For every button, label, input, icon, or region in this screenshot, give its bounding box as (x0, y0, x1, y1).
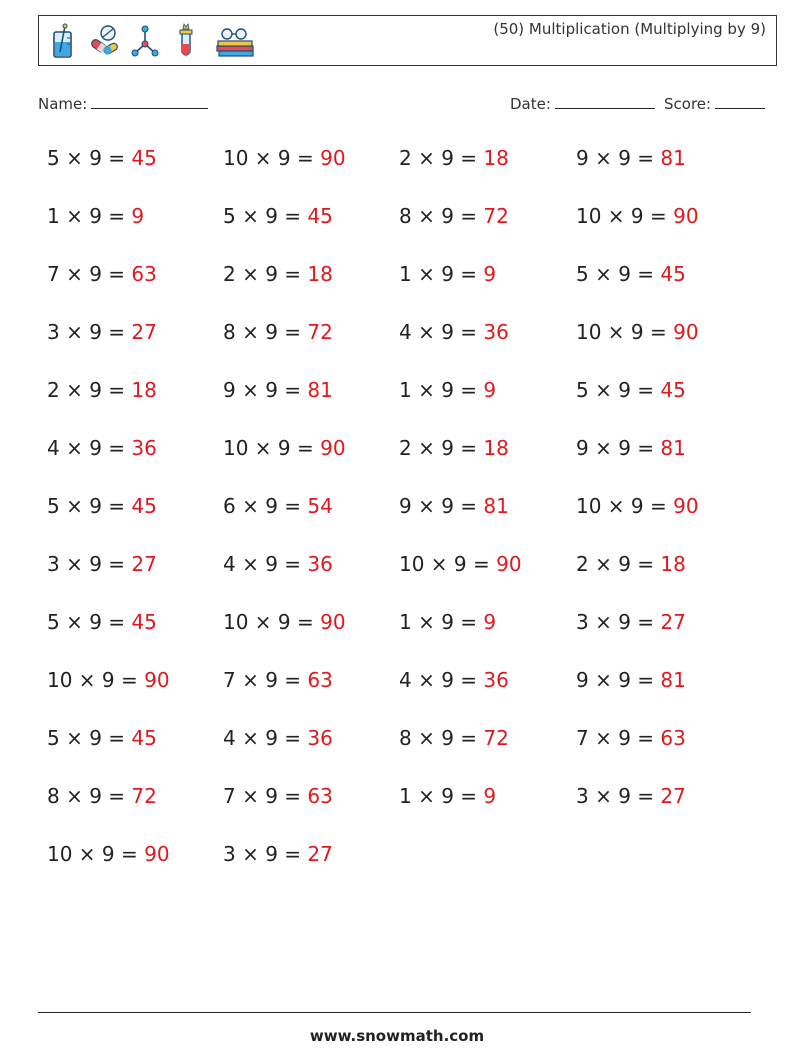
date-blank[interactable] (555, 93, 655, 109)
problem-item (223, 320, 333, 344)
problem-item (47, 784, 157, 808)
problem-item (576, 726, 686, 750)
problem-question: 9 × 9 = (576, 668, 655, 692)
problem-question: 1 × 9 = (399, 378, 478, 402)
problem-answer: 72 (483, 726, 509, 750)
problem-question: 10 × 9 = (223, 436, 314, 460)
problem-answer: 18 (483, 436, 509, 460)
problem-item (223, 436, 346, 460)
problem-answer: 9 (483, 784, 497, 808)
problem-answer: 27 (131, 552, 157, 576)
problem-item (576, 784, 686, 808)
date-label: Date: (510, 95, 551, 113)
problem-question: 6 × 9 = (223, 494, 302, 518)
problem-question: 8 × 9 = (223, 320, 302, 344)
problem-answer: 90 (320, 146, 346, 170)
problem-question: 5 × 9 = (47, 146, 126, 170)
problem-item (576, 436, 686, 460)
problem-answer: 45 (307, 204, 333, 228)
problem-question: 10 × 9 = (576, 204, 667, 228)
problem-question: 7 × 9 = (223, 784, 302, 808)
problem-answer: 72 (307, 320, 333, 344)
problem-question: 10 × 9 = (576, 320, 667, 344)
problem-question: 2 × 9 = (576, 552, 655, 576)
problem-item (399, 610, 496, 634)
problem-item (399, 204, 509, 228)
footer-url: www.snowmath.com (309, 1027, 485, 1045)
problem-answer: 54 (307, 494, 333, 518)
header-icons (49, 20, 257, 62)
problem-answer: 27 (131, 320, 157, 344)
problem-answer: 72 (131, 784, 157, 808)
problem-answer: 90 (320, 436, 346, 460)
problem-item (47, 378, 157, 402)
problem-question: 2 × 9 = (399, 146, 478, 170)
problem-item (576, 378, 686, 402)
problem-question: 4 × 9 = (223, 552, 302, 576)
problem-answer: 45 (131, 494, 157, 518)
score-field[interactable] (664, 93, 765, 113)
problem-answer: 90 (320, 610, 346, 634)
problem-item (223, 378, 333, 402)
problem-question: 3 × 9 = (576, 784, 655, 808)
problem-question: 2 × 9 = (47, 378, 126, 402)
pills-icon (90, 22, 118, 60)
problem-answer: 90 (496, 552, 522, 576)
problem-question: 10 × 9 = (399, 552, 490, 576)
problem-item (399, 494, 509, 518)
problem-question: 3 × 9 = (47, 552, 126, 576)
problem-answer: 90 (144, 668, 170, 692)
problem-item (223, 146, 346, 170)
problem-question: 8 × 9 = (399, 204, 478, 228)
problem-item (47, 204, 144, 228)
problem-answer: 27 (660, 784, 686, 808)
molecule-icon (131, 22, 159, 60)
problem-question: 5 × 9 = (47, 726, 126, 750)
problem-answer: 90 (144, 842, 170, 866)
worksheet-header (38, 15, 777, 66)
problem-item (223, 262, 333, 286)
problem-question: 3 × 9 = (576, 610, 655, 634)
problem-item (576, 494, 699, 518)
problem-question: 9 × 9 = (576, 146, 655, 170)
problem-answer: 81 (307, 378, 333, 402)
problem-answer: 27 (307, 842, 333, 866)
test-tube-icon (172, 22, 200, 60)
problem-item (47, 262, 157, 286)
problem-answer: 81 (660, 146, 686, 170)
problem-question: 9 × 9 = (576, 436, 655, 460)
problem-answer: 63 (307, 668, 333, 692)
problem-item (576, 668, 686, 692)
name-blank[interactable] (91, 93, 208, 109)
problem-question: 1 × 9 = (399, 784, 478, 808)
problem-answer: 45 (131, 726, 157, 750)
problem-answer: 45 (131, 610, 157, 634)
problem-answer: 45 (660, 378, 686, 402)
problem-question: 9 × 9 = (223, 378, 302, 402)
problem-question: 4 × 9 = (47, 436, 126, 460)
problem-item (399, 146, 509, 170)
problem-answer: 90 (673, 494, 699, 518)
problem-item (47, 146, 157, 170)
problem-item (223, 668, 333, 692)
problem-answer: 9 (483, 262, 497, 286)
problem-item (576, 262, 686, 286)
problem-answer: 9 (483, 378, 497, 402)
problem-question: 1 × 9 = (399, 610, 478, 634)
problem-question: 10 × 9 = (576, 494, 667, 518)
problem-answer: 27 (660, 610, 686, 634)
problem-answer: 18 (307, 262, 333, 286)
name-field[interactable] (38, 93, 208, 113)
problem-item (47, 494, 157, 518)
problem-question: 7 × 9 = (47, 262, 126, 286)
problem-answer: 36 (483, 320, 509, 344)
problem-item (223, 494, 333, 518)
footer-divider (38, 1012, 751, 1013)
problem-answer: 72 (483, 204, 509, 228)
problem-question: 10 × 9 = (223, 610, 314, 634)
date-field[interactable] (510, 93, 655, 113)
problem-question: 5 × 9 = (47, 610, 126, 634)
score-blank[interactable] (715, 93, 765, 109)
problem-item (47, 668, 170, 692)
problem-item (223, 610, 346, 634)
problem-item (399, 320, 509, 344)
problem-question: 2 × 9 = (399, 436, 478, 460)
beaker-icon (49, 22, 77, 60)
problem-question: 5 × 9 = (576, 378, 655, 402)
problem-item (399, 436, 509, 460)
score-label: Score: (664, 95, 712, 113)
books-glasses-icon (213, 22, 257, 60)
problem-answer: 9 (483, 610, 497, 634)
problem-answer: 45 (131, 146, 157, 170)
problem-item (47, 552, 157, 576)
problem-answer: 45 (660, 262, 686, 286)
problem-item (399, 668, 509, 692)
problem-item (576, 610, 686, 634)
problem-item (576, 320, 699, 344)
problem-question: 10 × 9 = (47, 842, 138, 866)
problem-answer: 81 (483, 494, 509, 518)
problem-answer: 63 (307, 784, 333, 808)
problem-item (223, 204, 333, 228)
problem-question: 5 × 9 = (47, 494, 126, 518)
problem-answer: 36 (307, 552, 333, 576)
problem-answer: 18 (131, 378, 157, 402)
problem-item (223, 726, 333, 750)
problem-question: 3 × 9 = (223, 842, 302, 866)
problem-question: 4 × 9 = (399, 320, 478, 344)
problem-item (399, 726, 509, 750)
problem-question: 7 × 9 = (223, 668, 302, 692)
problem-answer: 90 (673, 320, 699, 344)
problem-question: 7 × 9 = (576, 726, 655, 750)
problem-answer: 63 (131, 262, 157, 286)
problem-item (223, 552, 333, 576)
problem-question: 4 × 9 = (223, 726, 302, 750)
problem-answer: 36 (483, 668, 509, 692)
problem-item (399, 784, 496, 808)
worksheet-title: (50) Multiplication (Multiplying by 9) (493, 20, 766, 38)
problem-answer: 36 (131, 436, 157, 460)
problem-question: 10 × 9 = (223, 146, 314, 170)
problem-answer: 81 (660, 668, 686, 692)
problem-item (576, 552, 686, 576)
problem-item (47, 436, 157, 460)
problem-item (576, 204, 699, 228)
problem-answer: 81 (660, 436, 686, 460)
problem-question: 2 × 9 = (223, 262, 302, 286)
problem-item (47, 320, 157, 344)
problem-question: 9 × 9 = (399, 494, 478, 518)
problem-item (47, 842, 170, 866)
problem-item (47, 726, 157, 750)
problem-question: 4 × 9 = (399, 668, 478, 692)
problem-question: 5 × 9 = (223, 204, 302, 228)
problem-item (576, 146, 686, 170)
problem-answer: 18 (660, 552, 686, 576)
problem-item (399, 552, 522, 576)
name-label: Name: (38, 95, 88, 113)
problem-question: 3 × 9 = (47, 320, 126, 344)
problem-answer: 18 (483, 146, 509, 170)
problem-item (399, 378, 496, 402)
problem-question: 5 × 9 = (576, 262, 655, 286)
problem-question: 10 × 9 = (47, 668, 138, 692)
problem-question: 1 × 9 = (47, 204, 126, 228)
problem-answer: 63 (660, 726, 686, 750)
problem-question: 1 × 9 = (399, 262, 478, 286)
problem-answer: 9 (131, 204, 145, 228)
problem-item (47, 610, 157, 634)
problem-item (223, 784, 333, 808)
problem-answer: 90 (673, 204, 699, 228)
problem-item (399, 262, 496, 286)
problem-question: 8 × 9 = (399, 726, 478, 750)
problem-question: 8 × 9 = (47, 784, 126, 808)
problem-answer: 36 (307, 726, 333, 750)
problem-item (223, 842, 333, 866)
